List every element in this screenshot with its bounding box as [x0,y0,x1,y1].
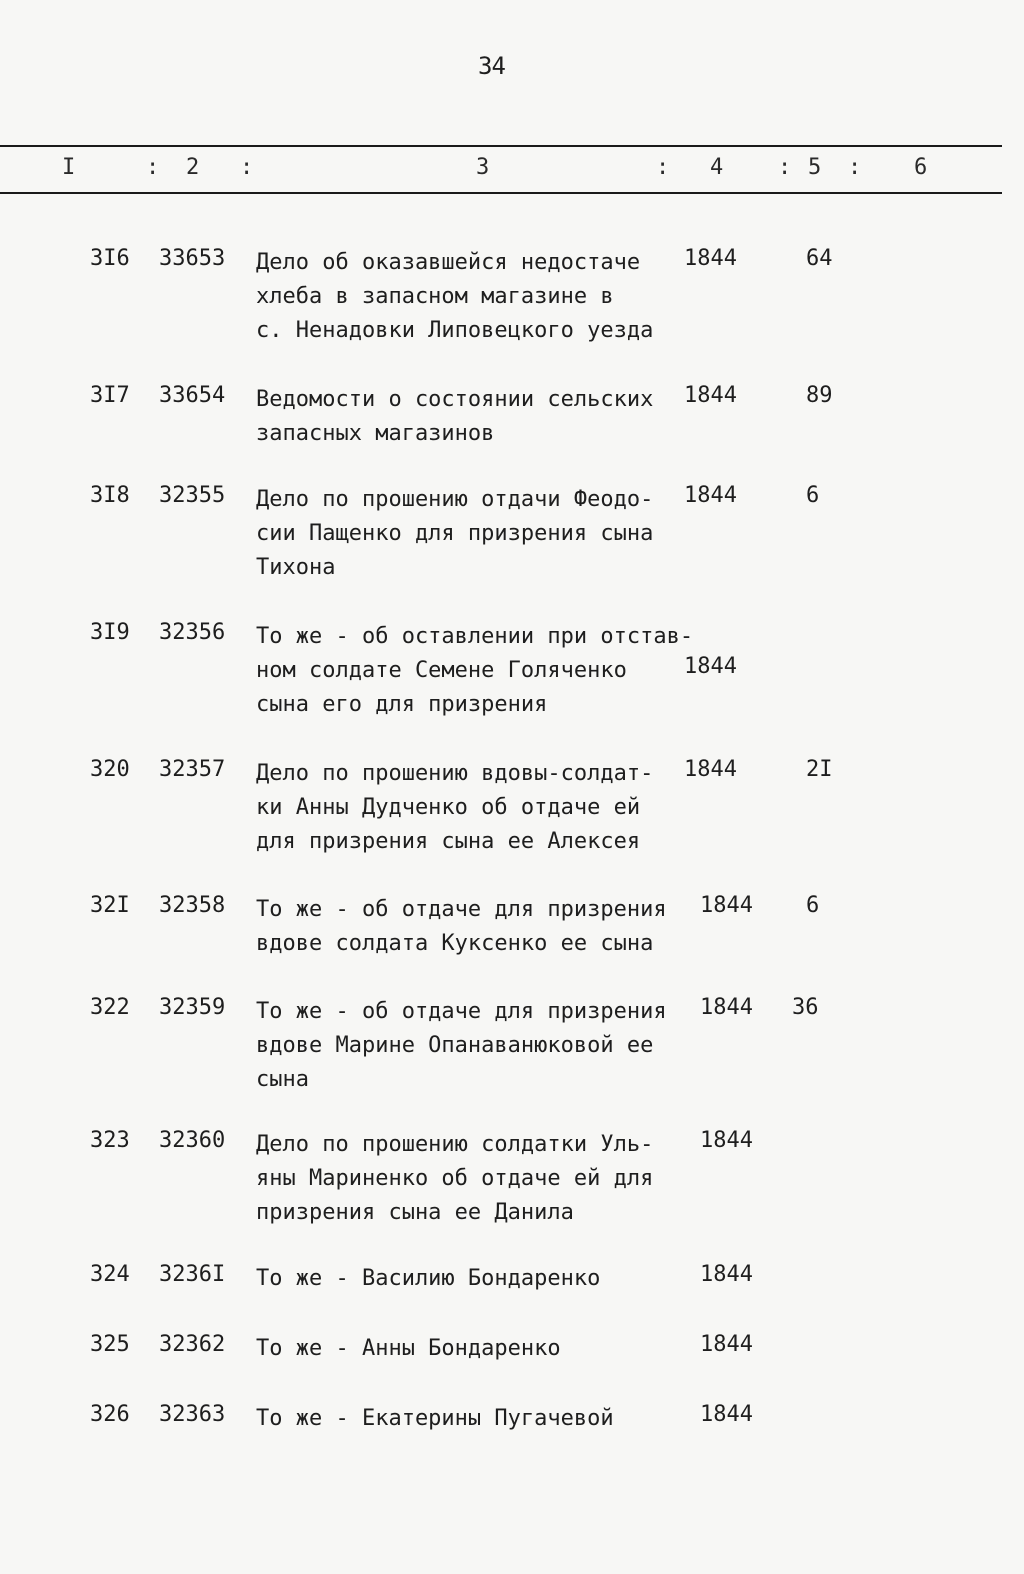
file-code: 32363 [159,1402,226,1427]
file-year: 1844 [700,1262,753,1287]
row-number: 322 [90,995,130,1020]
header-col-2: 2 [186,155,200,180]
row-number: 326 [90,1402,130,1427]
page-number: 34 [478,52,505,80]
header-sep: : [848,155,862,180]
sheet-count: 2I [806,757,833,782]
sheet-count: 36 [792,995,819,1020]
file-description: То же - Екатерины Пугачевой [256,1406,614,1431]
file-code: 32357 [159,757,226,782]
header-sep: : [778,155,792,180]
file-description: То же - об отдаче для призрения вдове солдата Куксенко ее сына [256,897,667,956]
file-description: То же - Анны Бондаренко [256,1336,561,1361]
file-year: 1844 [700,893,753,918]
row-number: 320 [90,757,130,782]
header-sep: : [146,155,160,180]
file-year: 1844 [700,1332,753,1357]
row-number: 32I [90,893,130,918]
file-description: То же - об оставлении при отстав- ном солдате Семене Голяченко сына его для призрения [256,624,694,717]
row-number: 3I6 [90,246,130,271]
file-year: 1844 [684,246,737,271]
file-code: 32362 [159,1332,226,1357]
sheet-count: 6 [806,483,820,508]
header-col-3: 3 [476,155,490,180]
file-code: 32355 [159,483,226,508]
row-number: 324 [90,1262,130,1287]
row-number: 3I9 [90,620,130,645]
file-description: Дело об оказавшейся недостаче хлеба в запасном магазине в с. Ненадовки Липовецкого уезда [256,250,654,343]
sheet-count: 89 [806,383,833,408]
sheet-count: 6 [806,893,820,918]
header-col-1: I [62,155,76,180]
file-code: 3236I [159,1262,226,1287]
file-year: 1844 [700,995,753,1020]
row-number: 3I8 [90,483,130,508]
file-code: 32359 [159,995,226,1020]
file-description: Дело по прошению вдовы-солдат- ки Анны Дудченко об отдаче ей для призрения сына ее Алексея [256,761,654,854]
file-year: 1844 [700,1402,753,1427]
header-top-rule [0,145,1002,147]
header-sep: : [240,155,254,180]
file-description: Дело по прошению солдатки Уль- яны Мариненко об отдаче ей для призрения сына ее Данила [256,1132,654,1225]
header-col-6: 6 [914,155,928,180]
header-col-5: 5 [808,155,822,180]
file-code: 32360 [159,1128,226,1153]
header-bottom-rule [0,192,1002,194]
sheet-count: 64 [806,246,833,271]
row-number: 3I7 [90,383,130,408]
file-code: 32356 [159,620,226,645]
file-year: 1844 [700,1128,753,1153]
file-year: 1844 [684,654,737,679]
file-description: То же - Василию Бондаренко [256,1266,601,1291]
file-code: 33653 [159,246,226,271]
file-description: Дело по прошению отдачи Феодо- сии Пащенко для призрения сына Тихона [256,487,654,580]
file-year: 1844 [684,383,737,408]
file-description: То же - об отдаче для призрения вдове Марине Опанаванюковой ее сына [256,999,667,1092]
row-number: 325 [90,1332,130,1357]
file-year: 1844 [684,757,737,782]
file-code: 33654 [159,383,226,408]
file-code: 32358 [159,893,226,918]
header-sep: : [656,155,670,180]
row-number: 323 [90,1128,130,1153]
header-col-4: 4 [710,155,724,180]
file-description: Ведомости о состоянии сельских запасных магазинов [256,387,654,446]
file-year: 1844 [684,483,737,508]
